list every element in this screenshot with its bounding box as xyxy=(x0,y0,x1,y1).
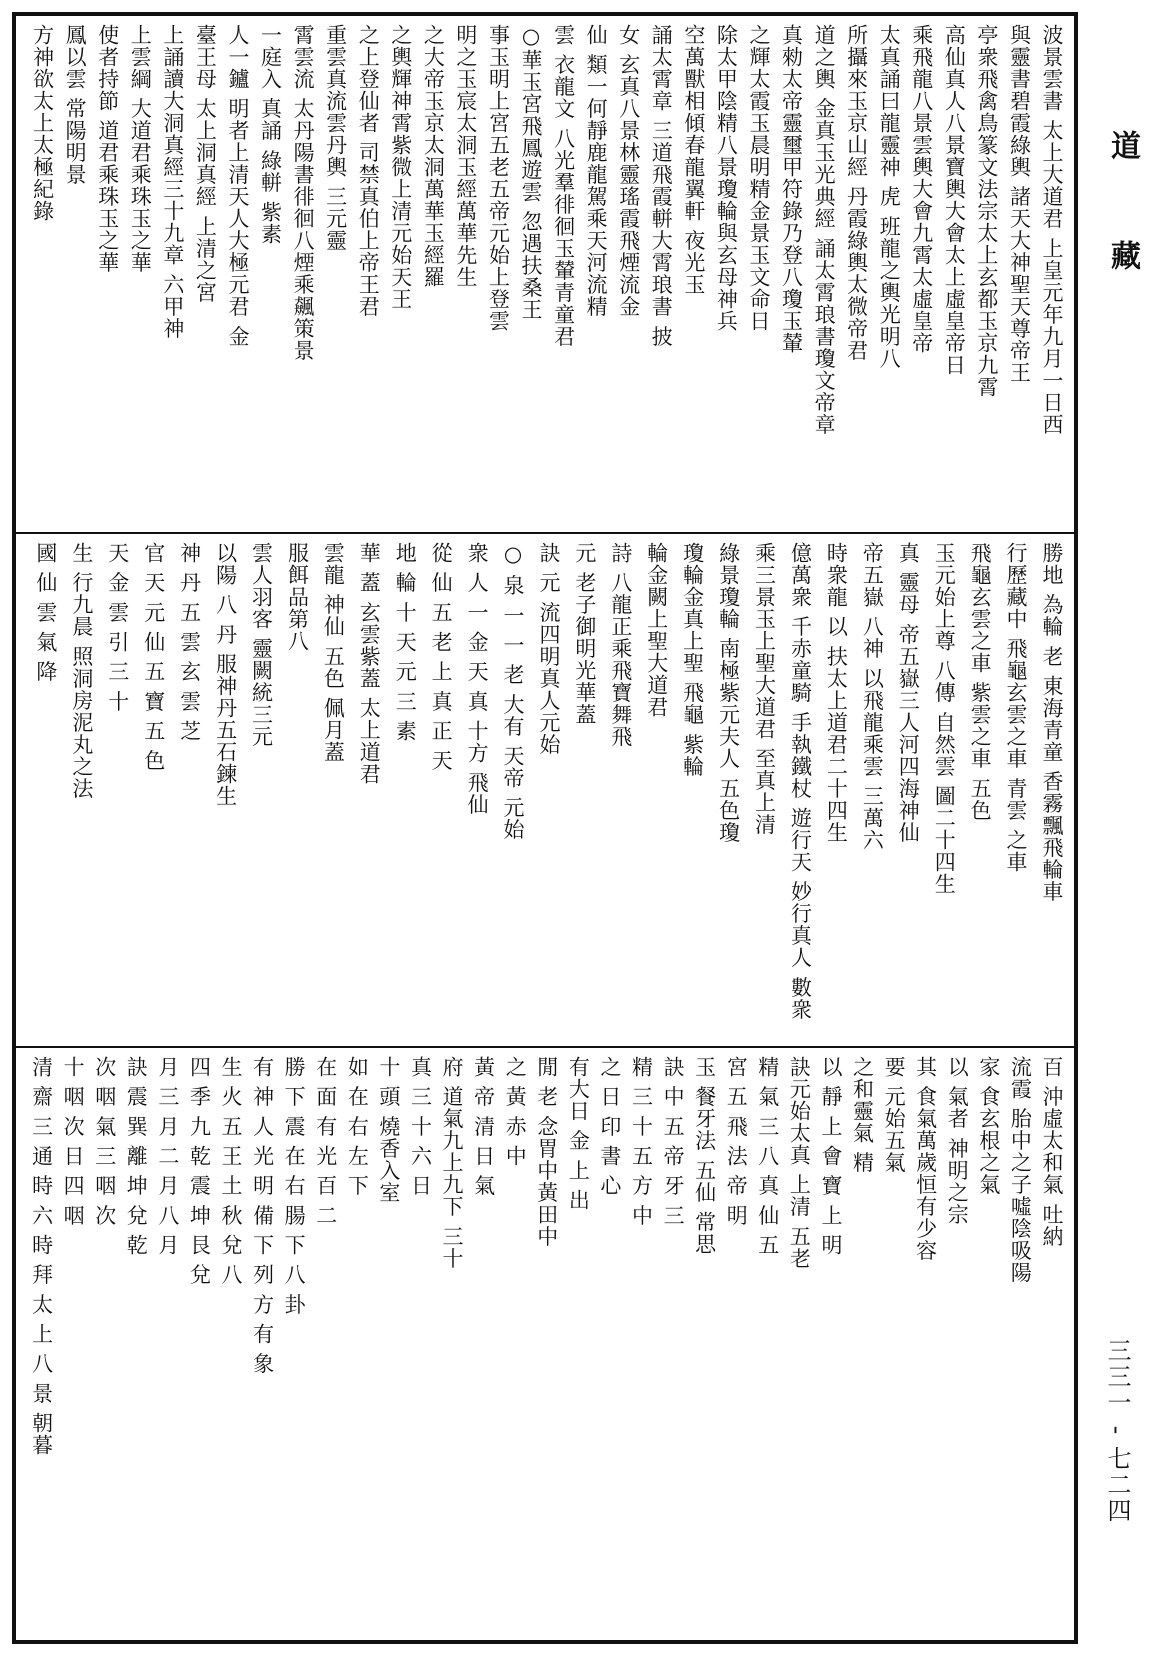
text-column: 之輿輝神霄紫微上清元始天王 xyxy=(388,24,413,310)
text-column: 乘三景玉上聖大道君 至真上清 xyxy=(752,542,777,836)
text-column: 勝 下 震 在 右 腸 下 八 卦 xyxy=(282,1056,307,1316)
text-column: 玉 餐牙法 五仙 常思 xyxy=(692,1056,717,1256)
text-column: 以 靜 上 會 寶 上 明 xyxy=(818,1056,843,1257)
text-column: 真勑太帝靈璽甲符錄乃登八瓊玉輦 xyxy=(779,24,804,354)
text-column: 鳳以雲 常陽明景 xyxy=(63,24,88,186)
text-column: 除太甲陰精八景瓊輪與玄母神兵 xyxy=(714,24,739,332)
text-column: 從 仙 五 老 上 真 正 天 xyxy=(429,542,454,772)
text-column: 明之玉宸太洞玉經萬華先生 xyxy=(453,24,478,288)
text-column: 閒 老 念胃中黃田中 xyxy=(534,1056,559,1248)
text-column: 之和靈氣 精 xyxy=(850,1056,875,1174)
text-column: 四 季 九 乾 震 坤 艮 兌 xyxy=(187,1056,212,1286)
text-column: 國 仙 雲 氣 降 xyxy=(33,542,58,683)
text-column: 玉元始上尊 八傳 自然雲 圖二十四生 xyxy=(932,542,957,896)
text-column: 府 道氣九上九下 三十 xyxy=(440,1056,465,1270)
text-column: 以 氣者 神明之宗 xyxy=(945,1056,970,1226)
text-column: 之 黃 赤 中 xyxy=(503,1056,528,1168)
text-column: 道之輿 金真玉光典經 誦太霄琅書瓊文帝章 xyxy=(812,24,837,436)
text-column: 月 三 月 二 月 八 月 xyxy=(155,1056,180,1257)
text-column: 之大帝玉京太洞萬華玉經羅 xyxy=(421,24,446,288)
text-column: 空萬獸相傾春龍翼軒 夜光玉 xyxy=(681,24,706,296)
text-column: 臺王母 太上洞真經 上清之宮 xyxy=(193,24,218,304)
text-column: 雲龍 神仙 五色 佩月蓋 xyxy=(321,542,346,764)
text-column: 高仙真人八景寶輿大會太上虛皇帝日 xyxy=(942,24,967,376)
text-column: 上誦讀大洞真經三十九章 六甲神 xyxy=(160,24,185,340)
text-column: 使者持節 道君乘珠玉之華 xyxy=(95,24,120,274)
text-column: 事玉明上宮五老五帝元始上登雲 xyxy=(486,24,511,332)
text-column: 精 三 十 五 方 中 xyxy=(629,1056,654,1227)
text-column: 要 元始五氣 xyxy=(882,1056,907,1174)
text-column: 華 蓋 玄雲紫蓋 太上道君 xyxy=(357,542,382,786)
text-column: 方神欲太上太極紀錄 xyxy=(30,24,55,222)
text-column: 亭衆飛禽鳥篆文法宗太上玄都玉京九霄 xyxy=(974,24,999,398)
text-column: 流霞 胎中之子噓陰吸陽 xyxy=(1008,1056,1033,1284)
text-column: 其 食氣萬歲恒有少容 xyxy=(913,1056,938,1262)
text-column: 億萬衆 千赤童騎 手執鐵杖 遊行天 妙行真人 數衆 xyxy=(788,542,813,1021)
text-column: 神 丹 五 雲 玄 雲 芝 xyxy=(177,542,202,743)
text-column: 雲人羽客 靈闕統三元 xyxy=(249,542,274,748)
text-column: 在 面 有 光 百 二 xyxy=(313,1056,338,1227)
text-column: 所攝來玉京山經 丹霞綠輿太微帝君 xyxy=(844,24,869,362)
text-column: 生 行九晨 照洞房泥丸之法 xyxy=(69,542,94,800)
text-column: 女 玄真八景林靈瑤霞飛煙流金 xyxy=(616,24,641,318)
text-column: 勝地 為輪 老 東海青童 香霧飄飛輪車 xyxy=(1039,542,1064,903)
text-column: 瓊輪金真上聖 飛龜 紫輪 xyxy=(680,542,705,778)
text-column: 飛龜玄雲之車 紫雲之車 五色 xyxy=(968,542,993,822)
text-column: 訣 元 流四明真人元始 xyxy=(536,542,561,756)
text-column: 之 日 印 書 心 xyxy=(597,1056,622,1197)
text-column: 黃 帝 清 日 氣 xyxy=(471,1056,496,1197)
text-column: 精 氣 三 八 真 仙 五 xyxy=(755,1056,780,1257)
text-column: 仙 類一何靜鹿龍駕乘天河流精 xyxy=(584,24,609,318)
text-column: 有大日 金 上 出 xyxy=(566,1056,591,1212)
text-column: 上雲綱 大道君乘珠玉之華 xyxy=(128,24,153,274)
text-column: 衆 人 一 金 天 真 十方 飛仙 xyxy=(465,542,490,816)
page-number: 三三一 - 七二四 xyxy=(1103,1338,1131,1524)
text-column: 行歷藏中 飛龜玄雲之車 青雲 之車 xyxy=(1004,542,1029,874)
text-column: 生 火 五 王 土 秋 兌 八 xyxy=(219,1056,244,1286)
text-column: 元 老子御明光華蓋 xyxy=(572,542,597,726)
text-column: 次 咽 氣 三 咽 次 xyxy=(92,1056,117,1227)
margin-title-zang: 藏 xyxy=(1105,240,1140,270)
text-column: 雲 衣龍文 八光羣徘徊玉輦青童君 xyxy=(551,24,576,348)
text-column: 十 頭 燒香入室 xyxy=(376,1056,401,1204)
text-column: 一庭入 真誦 綠軿 紫素 xyxy=(258,24,283,246)
page-frame xyxy=(12,12,1078,1644)
text-column: 訣 中 五 帝 牙 三 xyxy=(661,1056,686,1227)
text-column: 真 靈母 帝五嶽三人河四海神仙 xyxy=(896,542,921,844)
text-column: 乘飛龍八景雲輿大會九霄太虛皇帝 xyxy=(909,24,934,354)
text-column: 霄雲流 太丹陽書徘徊八煙乘飆策景 xyxy=(291,24,316,362)
text-column: 服餌品第八 xyxy=(285,542,310,652)
text-band-bottom xyxy=(16,1048,1074,1640)
text-column: 之上登仙者 司禁真伯上帝王君 xyxy=(356,24,381,318)
text-column: 如 在 右 左 下 xyxy=(345,1056,370,1197)
text-column: 訣元始太真 上清 五老 xyxy=(787,1056,812,1270)
text-column: 天 金 雲 引 三 十 xyxy=(105,542,130,713)
text-column: 訣 震 巽 離 坤 兌 乾 xyxy=(124,1056,149,1257)
text-column: 有 神 人 光 明 備 下 列 方 有 象 xyxy=(250,1056,275,1375)
text-column: 重雲真流雲丹輿 三元靈 xyxy=(323,24,348,252)
text-column: 家 食玄根之氣 xyxy=(976,1056,1001,1196)
text-column: ○華玉宮飛鳳遊雲 忽遇扶桑王 xyxy=(519,24,543,321)
text-column: 詩 八龍正乘飛寶舞飛 xyxy=(608,542,633,748)
text-column: 輪金闕上聖大道君 xyxy=(644,542,669,718)
text-column: 之輝太霞玉晨明精金景玉文命日 xyxy=(746,24,771,332)
text-column: 波景雲書 太上大道君 上皇元年九月一日西 xyxy=(1040,24,1064,436)
text-band-middle xyxy=(16,534,1074,1044)
text-column: 百 沖虛太和氣 吐納 xyxy=(1039,1056,1064,1248)
text-band-top xyxy=(16,16,1074,530)
text-column: 官 天 元 仙 五 寶 五 色 xyxy=(141,542,166,772)
text-column: 與靈書碧霞綠輿 諸天大神聖天尊帝王 xyxy=(1007,24,1032,384)
text-column: ○ 泉 一 一 老 大有 天帝 元始 xyxy=(501,542,526,841)
text-column: 真 三 十 六 日 xyxy=(408,1056,433,1197)
text-column: 時衆龍 以 扶太上道君二十四生 xyxy=(824,542,849,844)
text-column: 帝五嶽 八神 以飛龍乘雲 三萬六 xyxy=(860,542,885,852)
text-column: 地 輪 十 天 元 三 素 xyxy=(393,542,418,743)
text-column: 十 咽 次 日 四 咽 xyxy=(61,1056,86,1227)
text-column: 太真誦曰龍靈神 虎 班龍之輿光明八 xyxy=(877,24,902,370)
text-column: 宮 五 飛 法 帝 明 xyxy=(724,1056,749,1227)
margin-title-dao: 道 xyxy=(1105,130,1140,160)
text-column: 清 齋 三 通 時 六 時 拜 太 上 八 景 朝暮 xyxy=(29,1056,54,1457)
text-column: 以陽 八 丹 服神丹五石鍊生 xyxy=(213,542,238,808)
text-column: 人一鑪 明者上清天人大極元君 金 xyxy=(225,24,250,348)
text-column: 綠景瓊輪 南極紫元夫人 五色瓊 xyxy=(716,542,741,844)
text-column: 誦太霄章 三道飛霞軿大霄琅書 披 xyxy=(649,24,674,348)
